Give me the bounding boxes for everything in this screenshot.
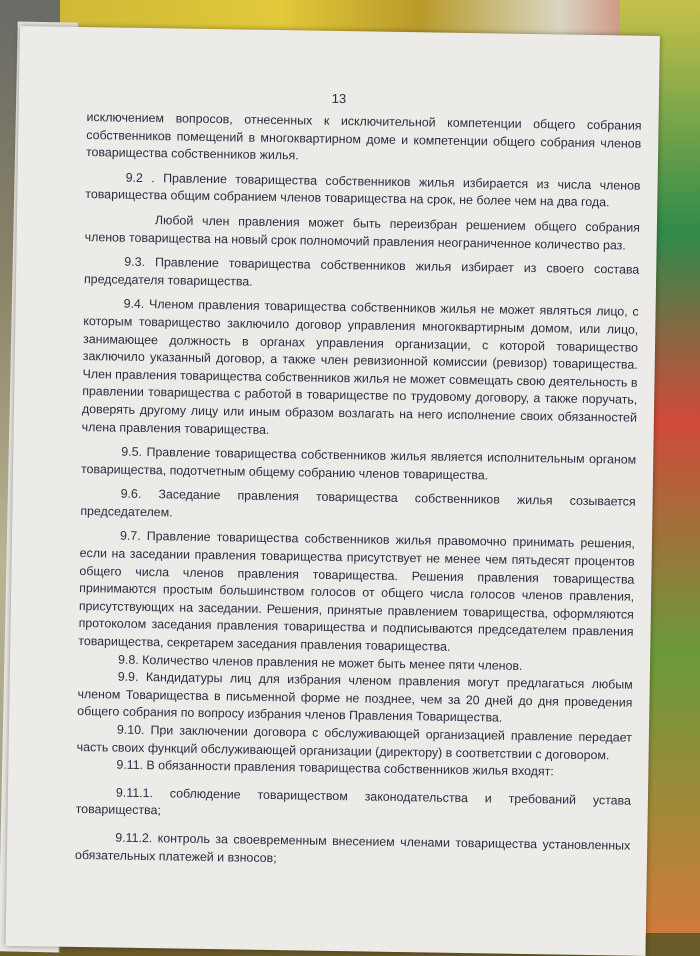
paragraph-9-6: 9.6. Заседание правления товарищества собственников жилья созывается председателем. [80,486,636,520]
paragraph-9-8: 9.8. Количество членов правления не может быть менее пяти членов. [117,652,523,673]
paragraph-9-4: 9.4. Членом правления товарищества собственников жилья не может являться лицо, с которым товарищество заключило договор управления многоквартирным домом, или лицо, занимающее должность в органах управления организации, с которой товарищество заключило указанный договор, а также член ревизионной комиссии (ревизор) товарищества. Член правления товарищества собственников жилья не может совмещать свою деятельность в правлении товарищества с работой в товариществе по трудовому договору, а также поручать, доверять другому лицу или иным образом возлагать на него исполнение своих обязанностей члена правления товарищества. [81,297,639,437]
paragraph-9-5: 9.5. Правление товарищества собственников жилья является исполнительным органом товарищества, подотчетным общему собранию членов товарищества. [80,444,637,483]
paragraph-9-3: 9.3. Правление товарищества собственников жилья избирает из своего состава председателя товарищества. [83,254,640,289]
document-page [6,26,660,956]
paragraph-9-9: 9.9. Кандидатуры лиц для избрания членом правления могут предлагаться любым членом Товарищества в письменной форме не позднее, чем за 20 дней до дня проведения общего собрания по вопросу избрания членов Правления Товарищества. [77,669,633,726]
paragraph-9-10: 9.10. При заключении договора с обслуживающей организацией правление передает часть своих функций обслуживающей организации (директору) в соответствии с договором. [76,722,633,762]
paragraph-continuation: исключением вопросов, отнесенных к исключительной компетенции общего собрания собственников помещений в многоквартирном доме и компетенции общего собрания членов товарищества собственников жилья. [85,110,642,163]
paragraph-9-7: 9.7. Правление товарищества собственников жилья правомочно принимать решения, если на заседании правления товарищества присутствует не менее чем пятьдесят процентов общего числа членов правления товарищества. Решения правления товарищества принимаются простым большинством голосов от общего числа голосов членов правления, присутствующих на заседании. Решения, принятые правлением товарищества, оформляются протоколом заседания правления товарищества и подписываются председателем правления товарищества, секретарем заседания правления товарищества. [78,529,636,654]
page-text [75,109,642,880]
paragraph-9-11: 9.11. В обязанности правления товарищества собственников жилья входят: [116,757,554,779]
page-number: 13 [331,90,347,107]
paragraph-9-2-re-election: Любой член правления может быть переизбран решением общего собрания членов товарищества на новый срок полномочий правления неограниченное количество раз. [84,213,641,253]
paragraph-9-11-1: 9.11.1. соблюдение товариществом законодательства и требований устава товарищества; [75,785,632,818]
paragraph-9-2: 9.2 . Правление товарищества собственников жилья избирается из числа членов товарищества общим собранием членов товарищества на срок, не более чем на два года. [85,170,641,210]
paragraph-9-11-2: 9.11.2. контроль за своевременным внесением членами товарищества установленных обязательных платежей и взносов; [74,830,631,865]
